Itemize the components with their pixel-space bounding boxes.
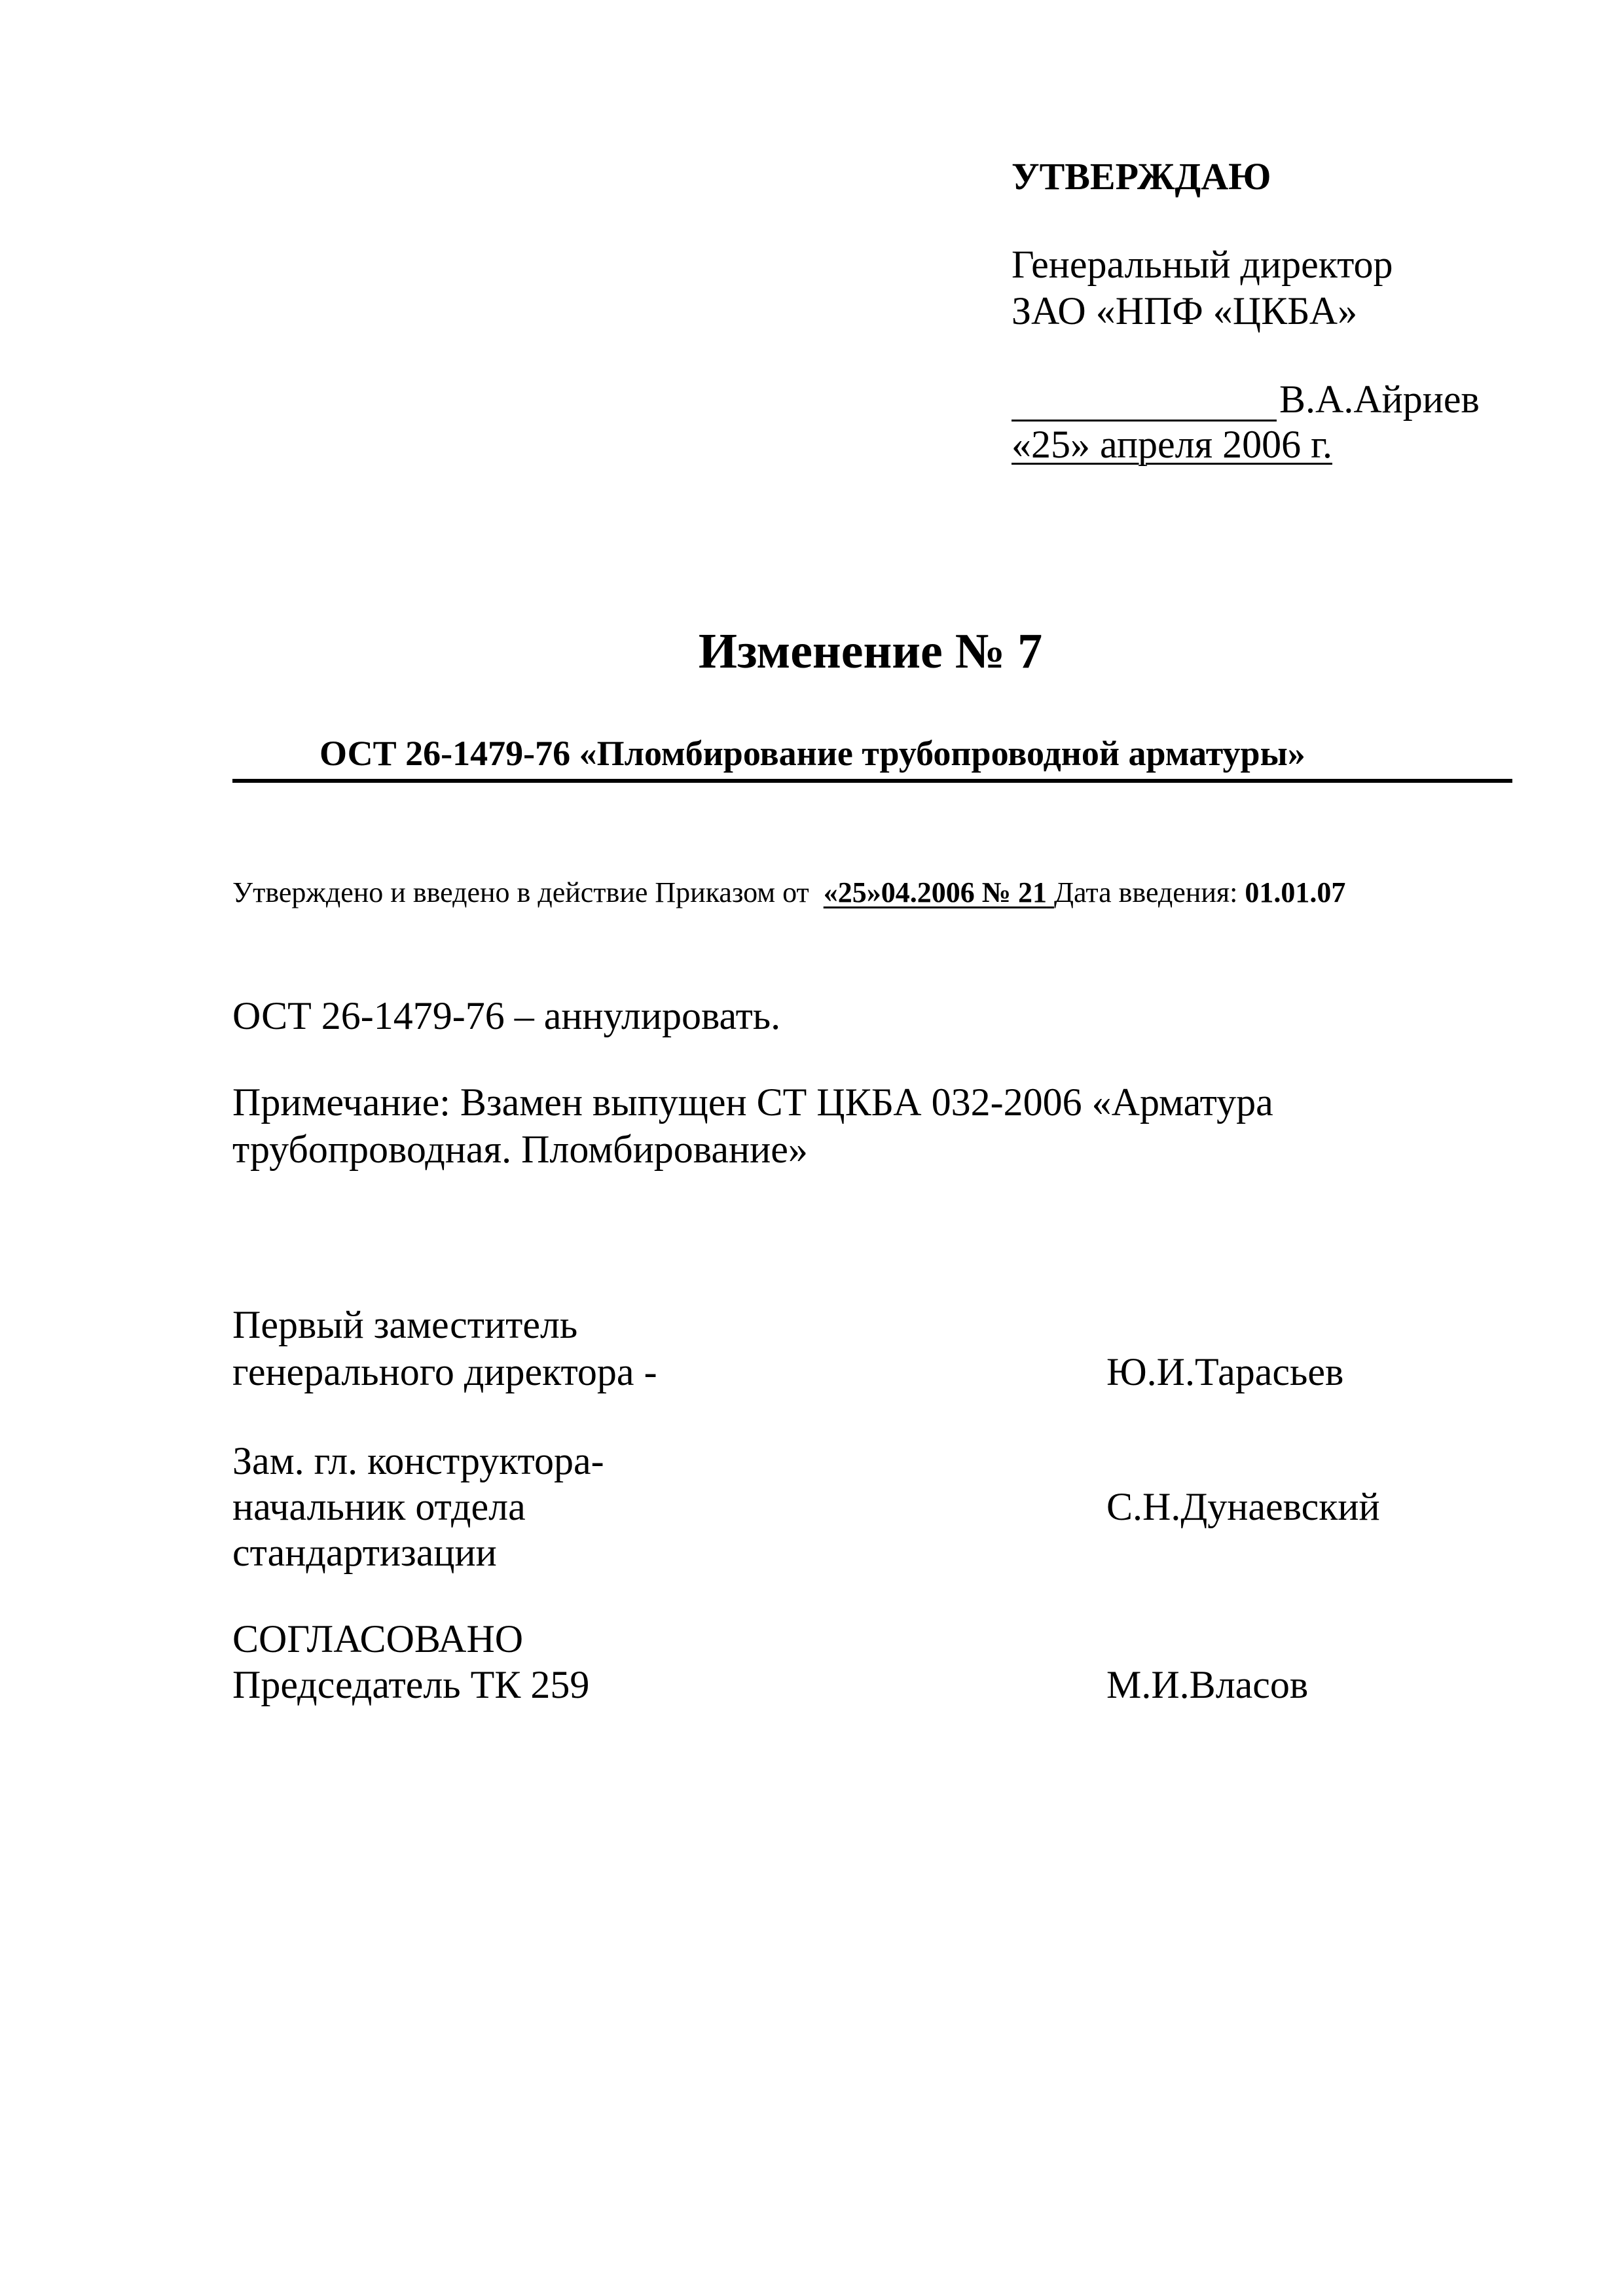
note-line-2: трубопроводная. Пломбирование» [232,1128,808,1171]
approval-company: ЗАО «НПФ «ЦКБА» [1012,289,1358,332]
signatory-2-name: С.Н.Дунаевский [1106,1485,1380,1528]
effective-label: Дата введения: [1053,876,1238,908]
effective-date: 01.01.07 [1245,876,1346,908]
note-line-1: Примечание: Взамен выпущен СТ ЦКБА 032-2006 «Арматура [232,1081,1273,1124]
signature-line [1012,380,1277,422]
signatory-3-name: М.И.Власов [1106,1663,1309,1706]
signatory-2-title-line-1: Зам. гл. конструктора- [232,1439,604,1482]
order-number: «25»04.2006 № 21 [823,876,1047,908]
approval-signer: В.А.Айриев [1279,378,1480,421]
heading-divider [232,779,1512,783]
order-line [232,876,1345,910]
signatory-1-title-line-2: генерального директора - [232,1350,657,1393]
signatory-1-title-line-1: Первый заместитель [232,1303,578,1346]
standard-title: ОСТ 26-1479-76 «Пломбирование трубопроводной арматуры» [319,734,1305,773]
signatory-1-name: Ю.И.Тарасьев [1106,1350,1344,1393]
approval-signature-block [1012,377,1480,422]
signatory-2-title-line-3: стандартизации [232,1531,497,1574]
annulment-text: ОСТ 26-1479-76 – аннулировать. [232,994,781,1037]
document-heading: Изменение № 7 [698,624,1043,679]
order-prefix: Утверждено и введено в действие Приказом от [232,876,809,908]
approval-date: «25» апреля 2006 г. [1012,423,1332,466]
signatory-3-title-line-1: СОГЛАСОВАНО [232,1617,524,1660]
approval-position: Генеральный директор [1012,243,1393,286]
approval-title: УТВЕРЖДАЮ [1012,155,1271,198]
signatory-3-title-line-2: Председатель ТК 259 [232,1663,590,1706]
signatory-2-title-line-2: начальник отдела [232,1485,526,1528]
